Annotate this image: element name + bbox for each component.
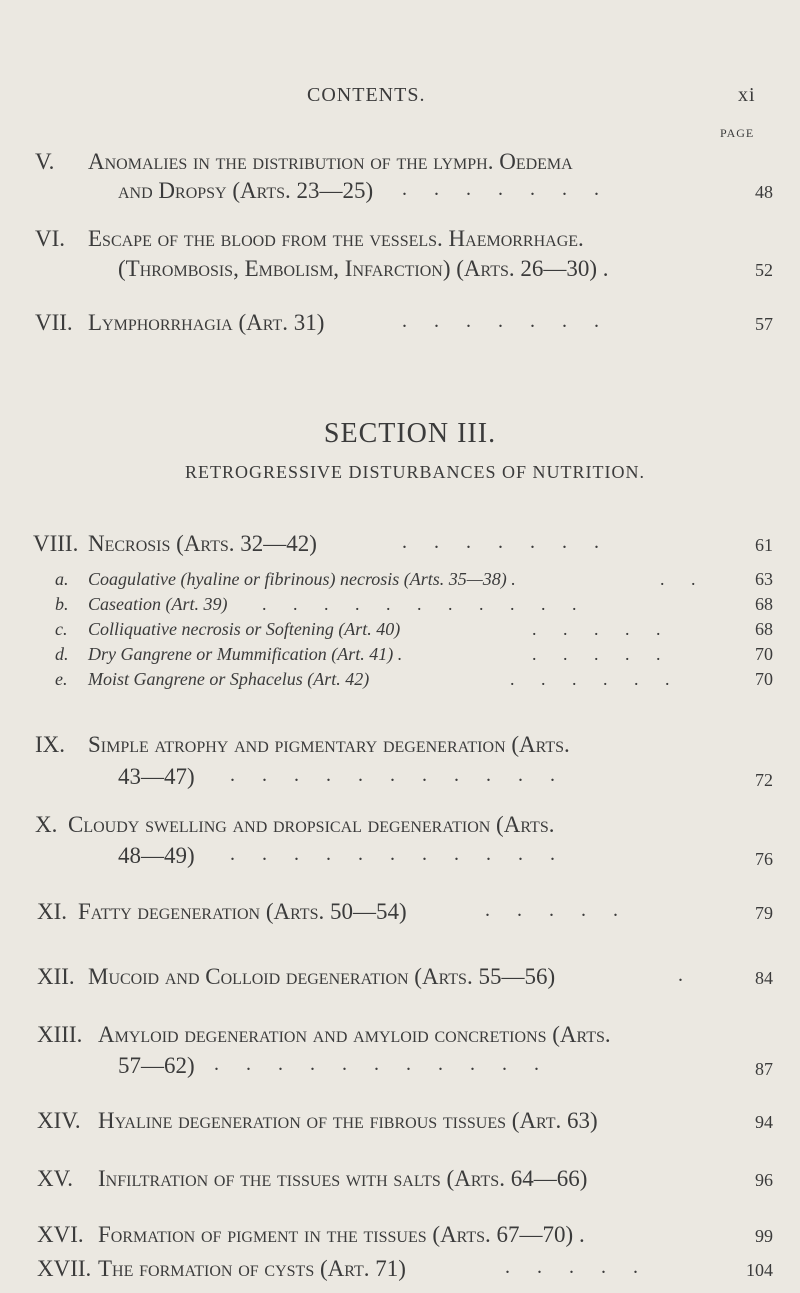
subentry-letter: b.	[55, 594, 69, 614]
entry-page: 70	[755, 644, 773, 664]
subentry-title: Moist Gangrene or Sphacelus (Art. 42)	[88, 669, 370, 689]
leader-dots: . . . . .	[532, 619, 672, 639]
entry-number: IX.	[35, 732, 66, 757]
entry-page: 68	[755, 619, 773, 639]
entry-title-line1: Infiltration of the tissues with salts (Arts. 64—66)	[98, 1166, 588, 1191]
leader-dots: . . . . .	[485, 899, 629, 921]
section-heading: SECTION III.	[323, 418, 497, 449]
subentry-title: Dry Gangrene or Mummification (Art. 41) .	[88, 644, 403, 664]
entry-title-line2: 43—47)	[118, 764, 195, 789]
entry-title-line2: 57—62)	[118, 1053, 195, 1078]
entry-page: 104	[746, 1260, 773, 1280]
entry-page: 79	[755, 903, 773, 923]
subentry-letter: e.	[55, 669, 68, 689]
leader-dots: . . . . . . .	[402, 310, 610, 332]
leader-dots: . . . . . . . . . . .	[262, 594, 588, 614]
entry-number: XII.	[37, 964, 75, 989]
entry-title-line2: (Thrombosis, Embolism, Infarction) (Arts. 26—30) .	[118, 256, 609, 281]
entry-number: XVI.	[37, 1222, 84, 1247]
entry-title-line1: Mucoid and Colloid degeneration (Arts. 55—56)	[88, 964, 556, 989]
entry-number: XVII.	[37, 1256, 92, 1281]
running-title: CONTENTS.	[307, 84, 426, 106]
entry-page: 61	[755, 535, 773, 555]
entry-title-line1: Escape of the blood from the vessels. Haemorrhage.	[88, 226, 584, 251]
entry-title-line1: Hyaline degeneration of the fibrous tissues (Art. 63)	[98, 1108, 598, 1133]
entry-page: 52	[755, 260, 773, 280]
entry-title-line1: Formation of pigment in the tissues (Arts. 67—70) .	[98, 1222, 585, 1247]
entry-number: X.	[35, 812, 58, 837]
entry-number: XV.	[37, 1166, 74, 1191]
entry-page: 68	[755, 594, 773, 614]
entry-title-line1: The formation of cysts (Art. 71)	[98, 1256, 406, 1281]
page-column-label: PAGE	[720, 126, 755, 140]
entry-page: 94	[755, 1112, 773, 1132]
leader-dots: . .	[660, 569, 707, 589]
entry-page: 87	[755, 1059, 773, 1079]
entry-title-line1: Fatty degeneration (Arts. 50—54)	[78, 899, 407, 924]
entry-title-line1: Lymphorrhagia (Art. 31)	[88, 310, 325, 335]
entry-page: 63	[755, 569, 773, 589]
entry-number: VIII.	[33, 531, 79, 556]
entry-page: 99	[755, 1226, 773, 1246]
leader-dots: . . . . . . .	[402, 178, 610, 200]
entry-page: 57	[755, 314, 773, 334]
leader-dots: . . . . . . . . . . .	[230, 764, 566, 786]
entry-title-line1: Simple atrophy and pigmentary degeneration (Arts.	[88, 732, 570, 757]
entry-number: XI.	[37, 899, 68, 924]
subentry-letter: c.	[55, 619, 68, 639]
entry-title-line2: and Dropsy (Arts. 23—25)	[118, 178, 374, 203]
entry-page: 48	[755, 182, 773, 202]
leader-dots: . . . . . . .	[402, 531, 610, 553]
entry-title-line2: 48—49)	[118, 843, 195, 868]
subentry-title: Coagulative (hyaline or fibrinous) necrosis (Arts. 35—38) .	[88, 569, 516, 589]
entry-title-line1: Cloudy swelling and dropsical degeneration (Arts.	[68, 812, 555, 837]
subentry-letter: d.	[55, 644, 69, 664]
entry-page: 72	[755, 770, 773, 790]
entry-number: XIV.	[37, 1108, 81, 1133]
entry-title-line1: Amyloid degeneration and amyloid concretions (Arts.	[98, 1022, 611, 1047]
section-subheading: RETROGRESSIVE DISTURBANCES OF NUTRITION.	[184, 462, 646, 482]
leader-dots: . . . . . . . . . . .	[214, 1053, 550, 1075]
page-number: xi	[738, 84, 756, 106]
entry-title-line1: Anomalies in the distribution of the lymph. Oedema	[88, 149, 573, 174]
leader-dots: . . . . . .	[510, 669, 681, 689]
entry-number: VI.	[35, 226, 66, 251]
entry-number: V.	[35, 149, 55, 174]
entry-page: 70	[755, 669, 773, 689]
entry-number: XIII.	[37, 1022, 83, 1047]
leader-dots: . . . . .	[505, 1256, 649, 1278]
entry-page: 84	[755, 968, 773, 988]
leader-dots: . . . . .	[532, 644, 672, 664]
entry-title-line1: Necrosis (Arts. 32—42)	[88, 531, 317, 556]
leader-dots: . . . . . . . . . . .	[230, 843, 566, 865]
leader-dots: .	[678, 964, 694, 986]
subentry-title: Caseation (Art. 39)	[88, 594, 228, 614]
entry-page: 96	[755, 1170, 773, 1190]
subentry-title: Colliquative necrosis or Softening (Art. 40)	[88, 619, 401, 639]
entry-page: 76	[755, 849, 773, 869]
subentry-letter: a.	[55, 569, 69, 589]
entry-number: VII.	[35, 310, 73, 335]
